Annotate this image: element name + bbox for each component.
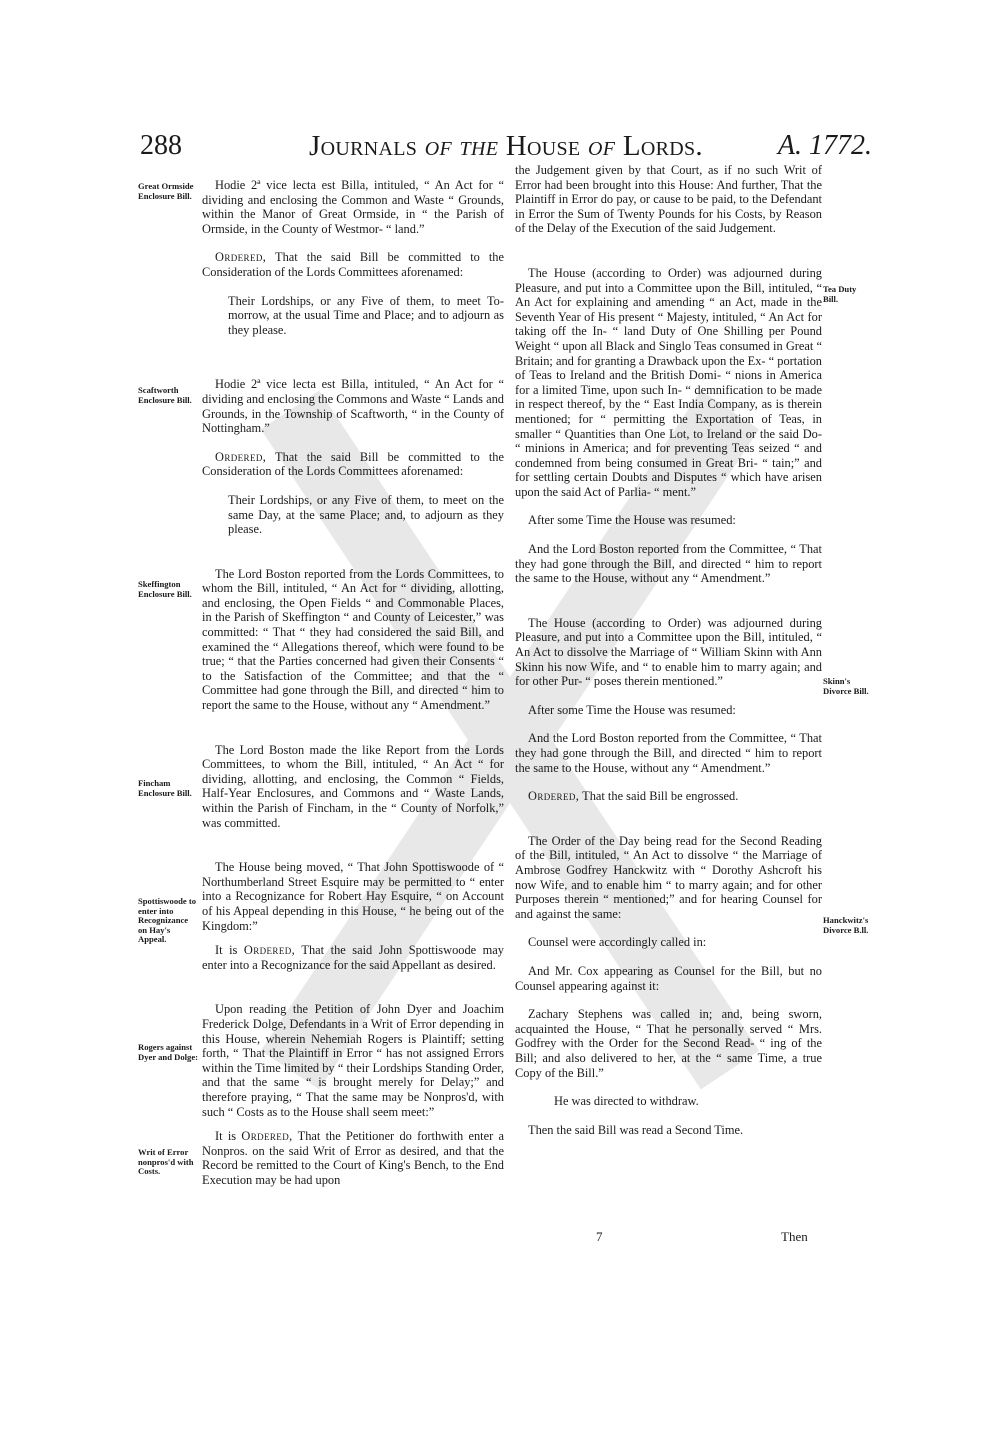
paragraph: The Order of the Day being read for the Second Reading of the Bill, intituled, “ An Act to dissolve “ the Marriage of Ambrose Godfrey Hanckwitz with “ Dorothy Ashcroft his now Wife, and to enable him “ to marry again; and for other Purposes therein “ mentioned;” and for hearing Counsel for and against the same: [515,833,822,921]
year: A. 1772. [777,130,872,161]
signature-mark: 7 [596,1229,603,1244]
title-of: of [588,130,616,162]
paragraph: The House being moved, “ That John Spottiswoode of “ Northumberland Street Esquire may be permitted to “ enter into a Recognizance for Robert Hay Esquire, “ on Account of his Appeal depending in this House, “ he being out of the Kingdom:” [202,860,504,933]
margin-note-rogers: Rogers against Dyer and Dolge: [138,1042,198,1062]
paragraph-text: That the said Bill be committed to the Consideration of the Lords Committees aforenamed: [202,250,504,279]
paragraph [202,1129,504,1187]
paragraph: The Lord Boston made the like Report from the Lords Committees, to whom the Bill, intituled, “ An Act “ for dividing, allotting, and enclosing, the Common “ Fields, Half-Year Enclosures, and Commons and “ Waste Lands, within the Parish of Fincham, in the “ County of Norfolk,” was committed. [202,742,504,830]
margin-note-fincham: Fincham Enclosure Bill. [138,778,192,798]
margin-note-hanckwitz-divorce: Hanckwitz's Divorce B.ll. [823,915,869,935]
title-journals: Journals [309,130,418,162]
paragraph-text: It is [215,1129,242,1144]
paragraph: The Lord Boston reported from the Lords Committees, to whom the Bill, intituled, “ An Act for “ dividing, allotting, and enclosing, the Open Fields “ and Commonable Places, in the Parish of Skeffington “ and County of Leicester,” was committed: “ That “ they had considered the said Bill, and examined the “ Allegations thereof, which were found to be true; “ that the Parties concerned had given their Consents “ to the Satisfaction of the Committee; and that the “ Committee had gone through the Bill, and directed “ him to report the same to the House, without any “ Amendment.” [202,566,504,713]
margin-note-spottiswoode: Spottiswoode to enter into Recognizance on Hay's Appeal. [138,896,197,945]
margin-note-great-ormside: Great Ormside Enclosure Bill. [138,181,194,201]
paragraph-text: It is [215,943,244,958]
paragraph: And the Lord Boston reported from the Committee, “ That they had gone through the Bill, and directed “ him to report the same to the House, without any “ Amendment.” [515,731,822,775]
paragraph: the Judgement given by that Court, as if no such Writ of Error had been brought into this House: And further, That the Plaintiff in Error do pay, or cause to be paid, to the Defendant in Error the Sum of Twenty Pounds for his Costs, by Reason of the Delay of the Execution of the said Judgement. [515,163,822,236]
page-number: 288 [140,130,182,161]
paragraph-text: That the said John Spottiswoode may enter into a Recognizance for the said Appellant as desired. [202,943,505,972]
paragraph: After some Time the House was resumed: [528,513,736,528]
right-column [515,163,822,1137]
paragraph: After some Time the House was resumed: [528,702,736,717]
paragraph: Zachary Stephens was called in; and, being sworn, acquainted the House, “ That he personally served “ Mrs. Godfrey with the Order for the Second Read- “ ing of the Bill; and also delivered to her, at the “ same Time, a true Copy of the Bill.” [515,1007,822,1080]
paragraph [202,250,504,279]
paragraph: Counsel were accordingly called in: [528,935,707,950]
paragraph: Hodie 2ª vice lecta est Billa, intituled, “ An Act for “ dividing and enclosing the Common and Waste “ Grounds, within the Manor of Great Ormside, in “ the Parish of Ormside, in the County of Westmor- “ land.” [202,178,504,236]
margin-note-tea-duty: Tea Duty Bill. [823,284,857,304]
left-column [202,178,504,1187]
paragraph: The House (according to Order) was adjourned during Pleasure, and put into a Committee upon the Bill, intituled, “ An Act for explaining and amending “ an Act, made in the Seventh Year of His present “ Majesty, intituled, “ An Act for taking off the In- “ land Duty of One Shilling per Pound Weight “ upon all Black and Singlo Teas consumed in Great “ Britain; and for granting a Drawback upon the Ex- “ portation of Teas to Ireland and the British Domi- “ nions in America for a limited Time, upon such In- “ demnification to be made in respect thereof, by the “ East India Company, as is therein mentioned; for “ permitting the Exportation of Teas, in smaller “ Quantities than One Lot, to Ireland or the said Do- “ minions in America; and for preventing Teas seized “ and condemned from being consumed in Great Bri- “ tain;” and for settling certain Doubts and Disputes “ which have arisen upon the said Act of Parlia- “ ment.” [515,265,822,499]
title-lords: Lords. [622,130,703,162]
paragraph: Their Lordships, or any Five of them, to meet on the same Day, at the same Place; and, to adjourn as they please. [228,492,504,537]
ordered-label: Ordered, [243,943,296,958]
margin-note-skeffington: Skeffington Enclosure Bill. [138,579,192,599]
title-of-the: of the [424,130,499,162]
margin-note-writ-of-error: Writ of Error nonpros'd with Costs. [138,1147,194,1177]
margin-note-skinn-divorce: Skinn's Divorce Bill. [823,676,869,696]
paragraph-text: That the Petitioner do forthwith enter a Nonpros. on the said Writ of Error as desired, and that the Record be remitted to the Court of King's Bench, to the End Execution may be had upon [202,1129,504,1187]
ordered-label: Ordered, [215,250,267,265]
paragraph [515,789,822,804]
paragraph: And Mr. Cox appearing as Counsel for the Bill, but no Counsel appearing against it: [515,963,822,993]
paragraph: Upon reading the Petition of John Dyer and Joachim Frederick Dolge, Defendants in a Writ of Error depending in this House, wherein Nehemiah Rogers is Plaintiff; setting forth, “ That the Plaintiff in Error “ has not assigned Errors within the Time limited by “ their Lordships Standing Order, and that the same “ is brought merely for Delay;” and therefore praying, “ That the same may be Nonpros'd, with such “ Costs as to the House shall seem meet:” [202,1002,504,1119]
title-house: House [505,130,581,162]
ordered-label: Ordered, [528,789,580,804]
paragraph-text: That the said Bill be engrossed. [579,789,739,804]
paragraph [202,943,504,972]
ordered-label: Ordered, [215,449,267,464]
catchword: Then [781,1229,808,1244]
paragraph: And the Lord Boston reported from the Committee, “ That they had gone through the Bill, and directed “ him to report the same to the House, without any “ Amendment.” [515,542,822,586]
journal-title [140,130,872,163]
paragraph: The House (according to Order) was adjourned during Pleasure, and put into a Committee upon the Bill, intituled, “ An Act to dissolve the Marriage of “ William Skinn with Ann Skinn his now Wife, and “ to enable him to marry again; and for other Pur- “ poses therein mentioned.” [515,615,822,689]
paragraph: Their Lordships, or any Five of them, to meet To-morrow, at the usual Time and Place; and to adjourn as they please. [228,293,504,337]
paragraph: He was directed to withdraw. [554,1094,699,1109]
paragraph-text: That the said Bill be committed to the Consideration of the Lords Committees aforenamed: [202,449,504,479]
paragraph [202,450,504,479]
paragraph: Hodie 2ª vice lecta est Billa, intituled, “ An Act for “ dividing and enclosing the Commons and Waste “ Lands and Grounds, in the Township of Scaftworth, “ in the County of Nottingham.” [202,377,504,436]
paragraph: Then the said Bill was read a Second Time. [528,1122,744,1137]
ordered-label: Ordered, [241,1129,293,1144]
margin-note-scaftworth: Scaftworth Enclosure Bill. [138,385,192,405]
